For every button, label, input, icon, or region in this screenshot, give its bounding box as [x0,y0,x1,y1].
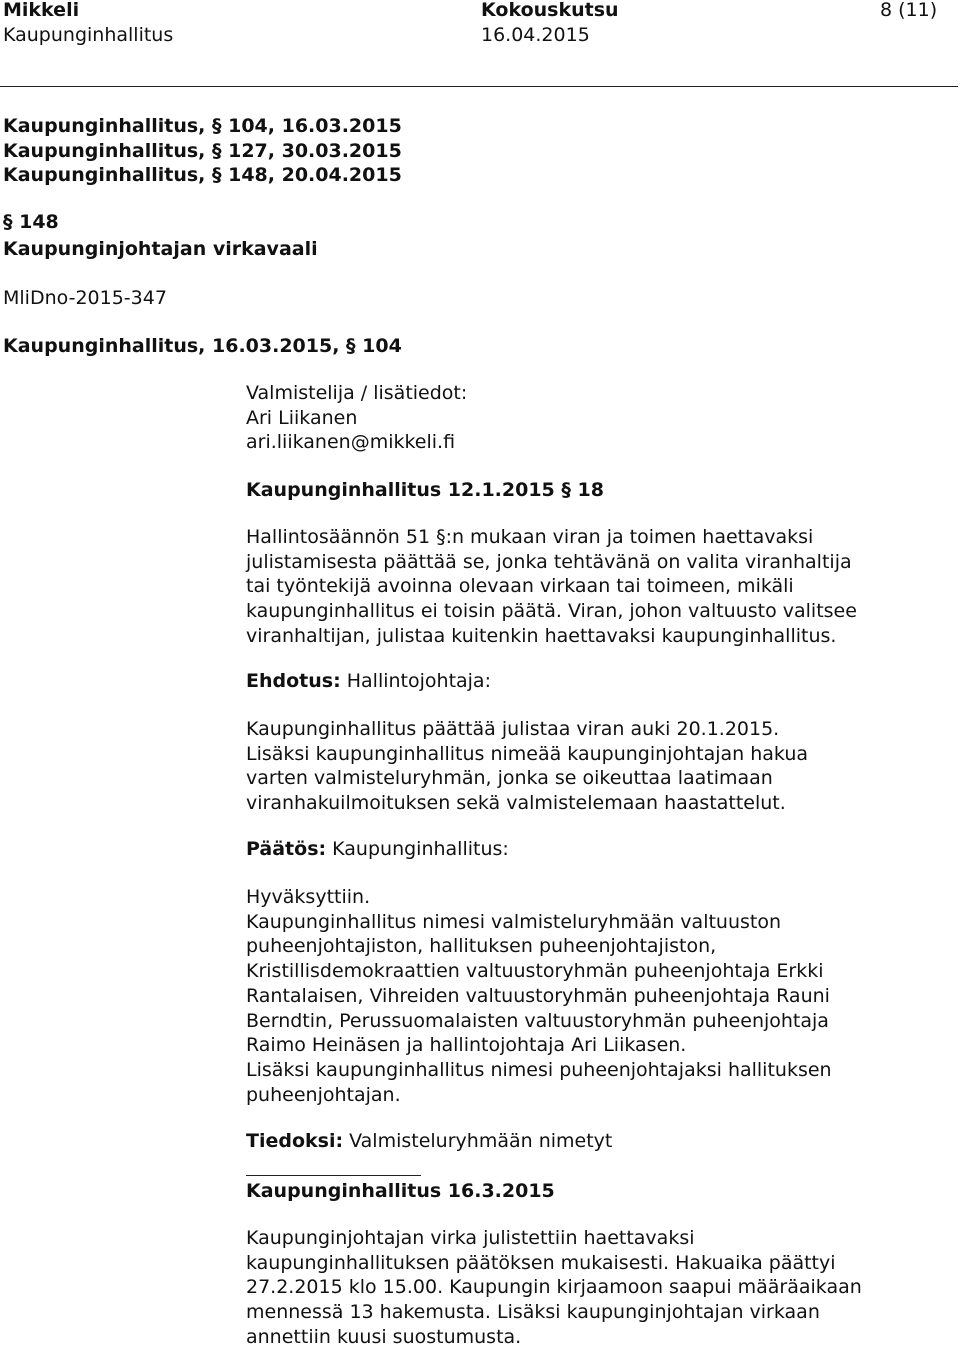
text-line: Rantalaisen, Vihreiden valtuustoryhmän puheenjohtaja Rauni [246,984,830,1007]
header-doc-type: Kokouskutsu [481,0,619,21]
decision-heading [246,837,946,862]
header-body-name: Kaupunginhallitus [3,24,174,46]
text-line: viranhakuilmoituksen sekä valmistelemaan haastattelut. [246,792,786,815]
reference-item: Kaupunginhallitus, § 148, 20.04.2015 [3,164,402,186]
text-line: kaupunginhallitus ei toisin päätä. Viran, johon valtuusto valitsee [246,600,857,623]
preparer-label: Valmistelija / lisätiedot: [246,382,468,404]
text-line: tai työntekijä avoinna olevaan virkaan tai toimeen, mikäli [246,575,794,598]
text-line: julistamisesta päättää se, jonka tehtävänä on valita viranhaltija [246,550,852,573]
header-org: Mikkeli [3,0,80,21]
header-date: 16.04.2015 [481,24,590,46]
text-line: Kristillisdemokraattien valtuustoryhmän puheenjohtaja Erkki [246,960,824,983]
info-label: Tiedoksi: [246,1130,344,1152]
text-line: puheenjohtajiston, hallituksen puheenjohtajiston, [246,935,717,958]
section-title: Kaupunginjohtajan virkavaali [3,237,318,260]
text-line: kaupunginhallituksen päätöksen mukaisesti. Hakuaika päättyi [246,1251,836,1274]
header-page: 8 (11) [880,0,938,21]
info-line [246,1129,946,1154]
text-line: Kaupunginhallitus päättää julistaa viran auki 20.1.2015. [246,718,780,740]
proposal-by: Hallintojohtaja: [346,670,491,692]
separator-line [246,1175,421,1176]
text-line: Raimo Heinäsen ja hallintojohtaja Ari Liikasen. [246,1034,687,1057]
meeting-reference: Kaupunginhallitus, 16.03.2015, § 104 [3,335,402,357]
text-line: Hallintosäännön 51 §:n mukaan viran ja toimen haettavaksi [246,526,814,548]
text-line: viranhaltijan, julistaa kuitenkin haettavaksi kaupunginhallitus. [246,624,837,647]
text-line: Lisäksi kaupunginhallitus nimeää kaupunginjohtajan hakua [246,742,809,765]
header-divider [0,86,958,87]
previous-meeting-title: Kaupunginhallitus 12.1.2015 § 18 [246,479,604,501]
kh-1603-text [246,1226,946,1350]
text-line: Lisäksi kaupunginhallitus nimesi puheenjohtajaksi hallituksen [246,1058,832,1081]
preparer-block [246,381,946,455]
proposal-text [246,717,946,816]
section-number: § 148 [3,211,59,233]
intro-paragraph [246,525,946,649]
text-line: annettiin kuusi suostumusta. [246,1325,522,1348]
decision-by: Kaupunginhallitus: [332,838,509,860]
info-text: Valmisteluryhmään nimetyt [349,1130,613,1152]
text-line: puheenjohtajan. [246,1083,401,1106]
text-line: Hyväksyttiin. [246,886,371,908]
reference-item: Kaupunginhallitus, § 104, 16.03.2015 [3,115,402,137]
text-line: Berndtin, Perussuomalaisten valtuustoryhmän puheenjohtaja [246,1009,829,1032]
text-line: varten valmisteluryhmän, jonka se oikeuttaa laatimaan [246,767,773,790]
references [3,114,402,188]
preparer-email: ari.liikanen@mikkeli.fi [246,431,456,454]
reference-item: Kaupunginhallitus, § 127, 30.03.2015 [3,139,402,162]
kh-1603-title: Kaupunginhallitus 16.3.2015 [246,1180,555,1202]
preparer-name: Ari Liikanen [246,406,358,429]
proposal-label: Ehdotus: [246,670,341,692]
text-line: mennessä 13 hakemusta. Lisäksi kaupunginjohtajan virkaan [246,1301,820,1324]
decision-text [246,885,946,1107]
text-line: Kaupunginjohtajan virka julistettiin haettavaksi [246,1227,695,1249]
section-heading [3,209,318,262]
decision-label: Päätös: [246,838,327,860]
proposal-heading [246,669,946,694]
document-number: MliDno-2015-347 [3,287,167,309]
text-line: 27.2.2015 klo 15.00. Kaupungin kirjaamoon saapui määräaikaan [246,1276,862,1299]
text-line: Kaupunginhallitus nimesi valmisteluryhmään valtuuston [246,910,782,933]
